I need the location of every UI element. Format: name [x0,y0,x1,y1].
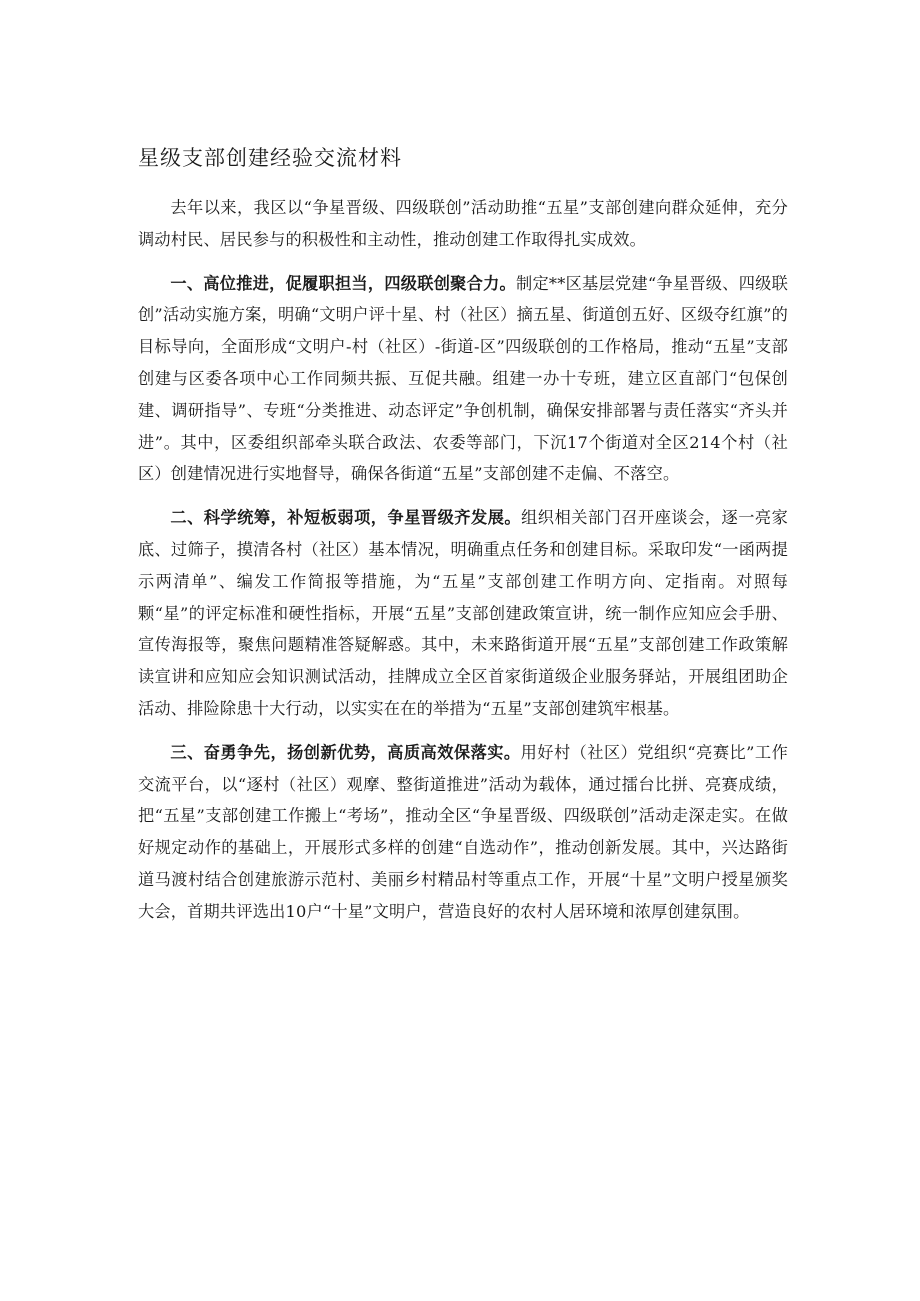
paragraph-section-3 [138,737,788,928]
paragraph-intro [138,192,788,256]
paragraph-text: 组织相关部门召开座谈会，逐一亮家底、过筛子，摸清各村（社区）基本情况，明确重点任务和创建目标。采取印发“一函两提示两清单”、编发工作简报等措施，为“五星”支部创建工作明方向、定指南。对照每颗“星”的评定标准和硬性指标，开展“五星”支部创建政策宣讲，统一制作应知应会手册、宣传海报等，聚焦问题精准答疑解惑。其中，未来路街道开展“五星”支部创建工作政策解读宣讲和应知应会知识测试活动，挂牌成立全区首家街道级企业服务驿站，开展组团助企活动、排险除患十大行动，以实实在在的举措为“五星”支部创建筑牢根基。 [138,508,789,718]
document-body [138,192,788,940]
section-heading: 三、奋勇争先，扬创新优势，高质高效保落实。 [170,742,521,762]
paragraph-section-2 [138,502,788,725]
section-heading: 一、高位推进，促履职担当，四级联创聚合力。 [170,273,516,293]
paragraph-text: 用好村（社区）党组织“亮赛比”工作交流平台，以“逐村（社区）观摩、整街道推进”活动为载体，通过擂台比拼、亮赛成绩，把“五星”支部创建工作搬上“考场”，推动全区“争星晋级、四级联创”活动走深走实。在做好规定动作的基础上，开展形式多样的创建“自选动作”，推动创新发展。其中，兴达路街道马渡村结合创建旅游示范村、美丽乡村精品村等重点工作，开展“十星”文明户授星颁奖大会，首期共评选出10户“十星”文明户，营造良好的农村人居环境和浓厚创建氛围。 [138,742,789,921]
paragraph-text: 制定**区基层党建“争星晋级、四级联创”活动实施方案，明确“文明户评十星、村（社区）摘五星、街道创五好、区级夺红旗”的目标导向，全面形成“文明户-村（社区）-街道-区”四级联创的工作格局，推动“五星”支部创建与区委各项中心工作同频共振、互促共融。组建一办十专班，建立区直部门“包保创建、调研指导”、专班“分类推进、动态评定”争创机制，确保安排部署与责任落实“齐头并进”。其中，区委组织部牵头联合政法、农委等部门，下沉17个街道对全区214个村（社区）创建情况进行实地督导，确保各街道“五星”支部创建不走偏、不落空。 [138,273,788,484]
section-heading: 二、科学统筹，补短板弱项，争星晋级齐发展。 [170,508,522,528]
document-title: 星级支部创建经验交流材料 [138,146,402,170]
paragraph-section-1 [138,268,788,491]
paragraph-text: 去年以来，我区以“争星晋级、四级联创”活动助推“五星”支部创建向群众延伸，充分调动村民、居民参与的积极性和主动性，推动创建工作取得扎实成效。 [138,198,788,249]
